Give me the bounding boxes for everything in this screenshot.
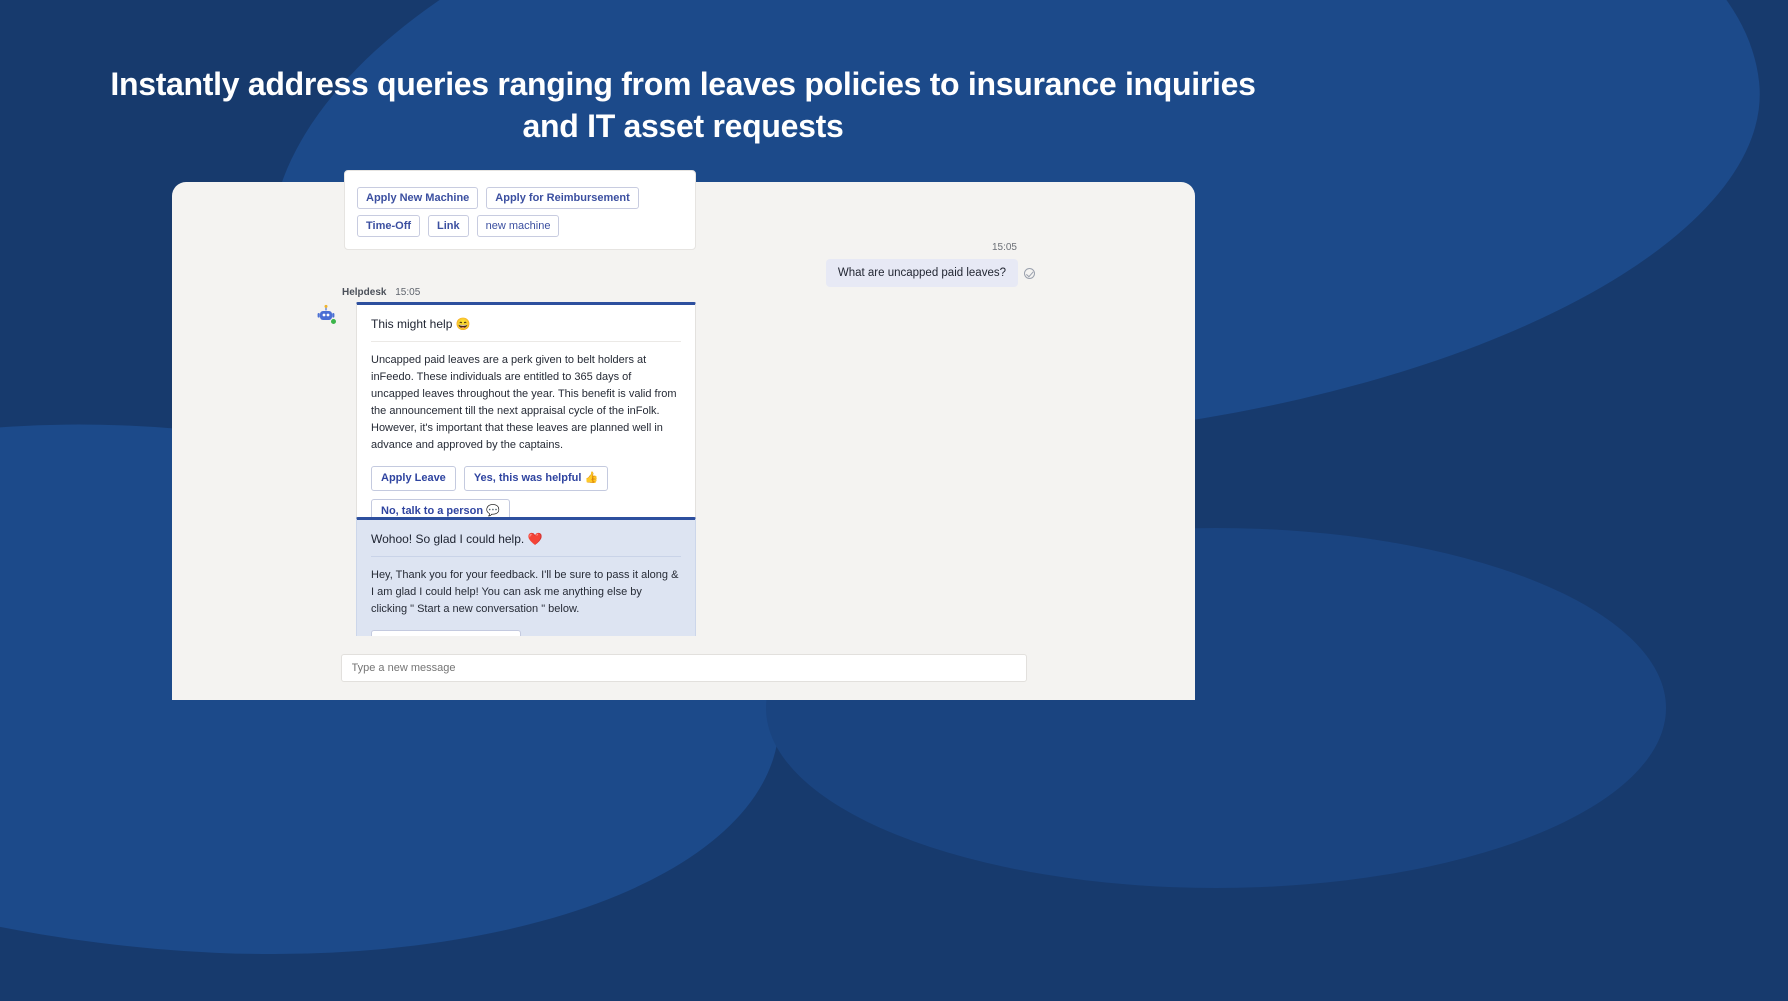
online-status-dot xyxy=(330,318,337,325)
user-message-timestamp: 15:05 xyxy=(991,242,1017,253)
bot-message-timestamp: 15:05 xyxy=(395,287,421,298)
message-input[interactable] xyxy=(352,662,1016,674)
bot-answer-body: Uncapped paid leaves are a perk given to belt holders at inFeedo. These individuals are entitled to 365 days of uncapped leaves throughout the year. This benefit is valid from the announcement till the next appraisal cycle of the inFolk. However, it's important that these leaves are planned well in advance and approved by the captains. xyxy=(371,354,677,452)
bot-thanks-title: Wohoo! So glad I could help. ❤️ xyxy=(371,532,681,557)
quick-action-apply-for-reimbursement[interactable]: Apply for Reimbursement xyxy=(486,187,638,209)
bot-thanks-body: Hey, Thank you for your feedback. I'll be sure to pass it along & I am glad I could help! You can ask me anything else by clicking " Start a new conversation " below. xyxy=(371,569,679,616)
quick-actions-card xyxy=(344,170,696,250)
quick-action-link[interactable]: Link xyxy=(428,215,469,237)
yes-helpful-button[interactable]: Yes, this was helpful 👍 xyxy=(464,466,608,491)
quick-actions-row-2 xyxy=(357,215,683,237)
quick-action-new-machine[interactable]: new machine xyxy=(477,215,560,237)
bot-name: Helpdesk xyxy=(342,287,387,298)
chat-message-list[interactable] xyxy=(172,182,1195,636)
quick-action-apply-new-machine[interactable]: Apply New Machine xyxy=(357,187,478,209)
quick-actions-row-1 xyxy=(357,187,683,209)
user-message-text: What are uncapped paid leaves? xyxy=(826,259,1018,287)
message-composer xyxy=(172,636,1195,700)
chat-window xyxy=(172,182,1195,700)
user-message-row xyxy=(826,259,1035,287)
message-input-wrapper[interactable] xyxy=(341,654,1027,682)
bot-message-meta xyxy=(342,287,420,298)
quick-action-time-off[interactable]: Time-Off xyxy=(357,215,420,237)
page-title: Instantly address queries ranging from leaves policies to insurance inquiries and IT asset requests xyxy=(110,66,1256,144)
bot-answer-actions xyxy=(371,466,681,491)
apply-leave-button[interactable]: Apply Leave xyxy=(371,466,456,491)
bot-answer-card xyxy=(356,302,696,540)
bot-answer-title: This might help 😄 xyxy=(371,317,681,342)
check-circle-icon xyxy=(1024,268,1035,279)
talk-to-person-button[interactable]: No, talk to a person 💬 xyxy=(371,499,510,524)
user-message xyxy=(826,242,1035,287)
bot-avatar-icon xyxy=(316,304,336,324)
